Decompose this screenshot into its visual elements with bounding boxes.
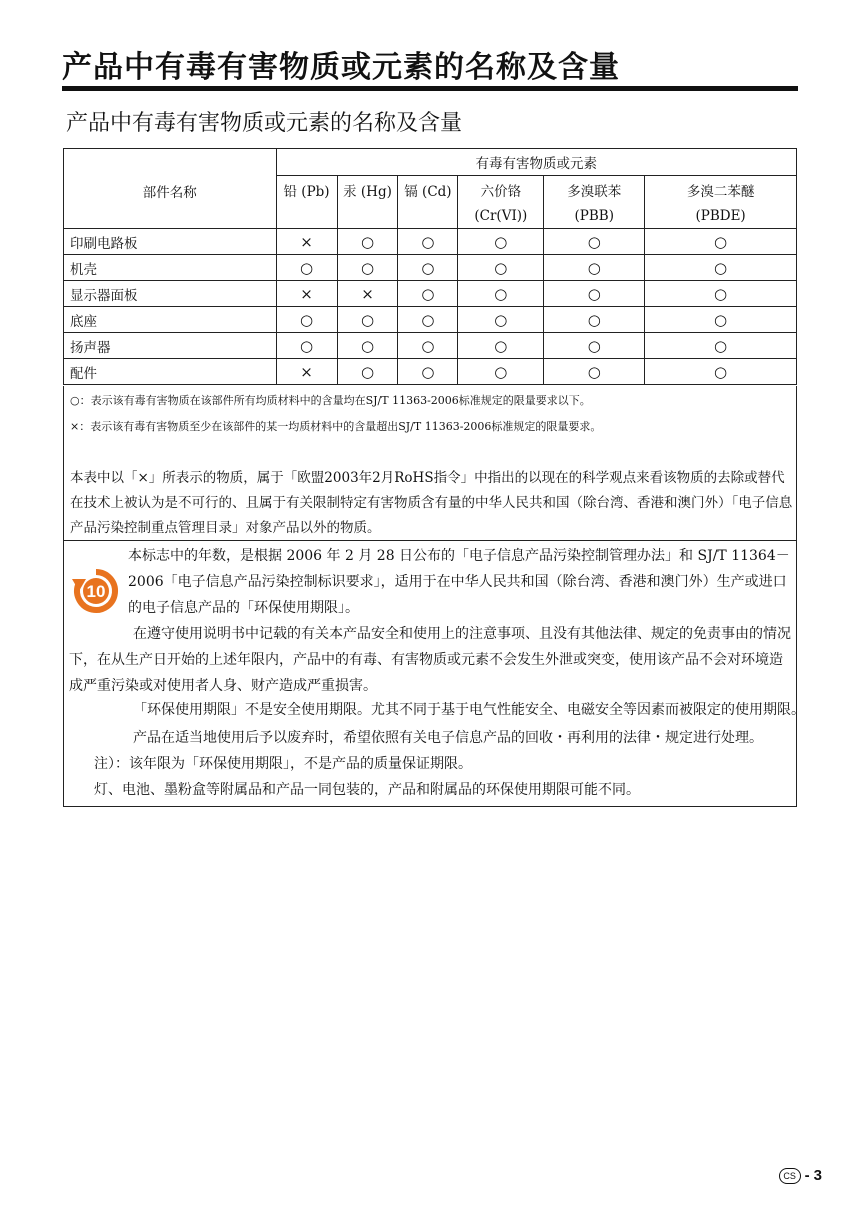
mark-cell: ○ xyxy=(337,359,398,385)
mark-cell: ○ xyxy=(398,333,458,359)
epup-paragraph: 产品在适当地使用后予以废弃时，希望依照有关电子信息产品的回收・再利用的法律・规定进行处理。 xyxy=(133,730,763,746)
epup-paragraph: 在遵守使用说明书中记载的有关本产品安全和使用上的注意事项、且没有其他法律、规定的免责事由的情况下，在从生产日开始的上述年限内，产品中的有毒、有害物质或元素不会发生外泄或突变，使用该产品不会对环境造成严重污染或对使用者人身、财产造成严重损害。 xyxy=(69,626,791,694)
epup-accessories-note: 灯、电池、墨粉盒等附属品和产品一同包装的，产品和附属品的环保使用期限可能不同。 xyxy=(94,782,640,798)
mark-cell: ○ xyxy=(337,229,398,255)
mark-cell: × xyxy=(337,281,398,307)
mark-cell: ○ xyxy=(645,307,797,333)
table-row xyxy=(64,307,797,333)
mark-cell: ○ xyxy=(645,281,797,307)
section-title: 产品中有毒有害物质或元素的名称及含量 xyxy=(66,111,463,136)
mark-cell: ○ xyxy=(458,255,544,281)
mark-cell: ○ xyxy=(458,229,544,255)
cs-language-icon: CS xyxy=(779,1168,801,1184)
epup-intro: 本标志中的年数，是根据 2006 年 2 月 28 日公布的「电子信息产品污染控制管理办法」和 SJ/T 11364－2006「电子信息产品污染控制标识要求」，适用于在中华人民共和国（除台湾、香港和澳门外）生产或进口的电子信息产品的「环保使用期限」。 xyxy=(128,548,790,616)
mark-cell: ○ xyxy=(544,229,645,255)
mark-cell: ○ xyxy=(645,359,797,385)
column-header: 多溴联苯 (PBB) xyxy=(544,176,645,229)
page-separator: - xyxy=(804,1167,810,1184)
mark-cell: ○ xyxy=(276,333,337,359)
mark-cell: ○ xyxy=(458,281,544,307)
mark-cell: ○ xyxy=(398,229,458,255)
part-name: 底座 xyxy=(64,307,277,333)
legend-circle-note: ○：表示该有毒有害物质在该部件所有均质材料中的含量均在SJ/T 11363-2006标准规定的限量要求以下。 xyxy=(70,394,591,407)
mark-cell: × xyxy=(276,281,337,307)
column-header: 镉 (Cd) xyxy=(398,176,458,229)
mark-cell: ○ xyxy=(544,281,645,307)
column-header: 多溴二苯醚 (PBDE) xyxy=(645,176,797,229)
mark-cell: ○ xyxy=(645,333,797,359)
page-title: 产品中有毒有害物质或元素的名称及含量 xyxy=(62,50,620,85)
mark-cell: ○ xyxy=(398,307,458,333)
epup-10-logo-icon xyxy=(70,566,122,616)
part-name: 扬声器 xyxy=(64,333,277,359)
table-notes xyxy=(63,386,797,541)
table-row xyxy=(64,255,797,281)
column-header: 铅 (Pb) xyxy=(276,176,337,229)
mark-cell: ○ xyxy=(458,359,544,385)
part-name: 印刷电路板 xyxy=(64,229,277,255)
mark-cell: ○ xyxy=(645,229,797,255)
epup-section xyxy=(63,540,805,807)
mark-cell: ○ xyxy=(458,333,544,359)
table-row xyxy=(64,281,797,307)
mark-cell: ○ xyxy=(276,255,337,281)
mark-cell: ○ xyxy=(544,333,645,359)
title-rule xyxy=(62,86,798,91)
part-name: 机壳 xyxy=(64,255,277,281)
mark-cell: ○ xyxy=(398,359,458,385)
table-row xyxy=(64,229,797,255)
epup-paragraph: 「环保使用期限」不是安全使用期限。尤其不同于基于电气性能安全、电磁安全等因素而被限定的使用期限。 xyxy=(133,702,805,718)
rohs-paragraph: 本表中以「×」所表示的物质，属于「欧盟2003年2月RoHS指令」中指出的以现在的科学观点来看该物质的去除或替代在技术上被认为是不可行的、且属于有关限制特定有害物质含有量的中华人民共和国（除台湾、香港和澳门外）「电子信息产品污染控制重点管理目录」对象产品以外的物质。 xyxy=(70,470,793,536)
substance-group-header: 有毒有害物质或元素 xyxy=(276,149,796,176)
mark-cell: ○ xyxy=(544,359,645,385)
page-footer xyxy=(779,1167,822,1184)
epup-logo-number: 10 xyxy=(86,582,106,601)
legend-cross-note: ×：表示该有毒有害物质至少在该部件的某一均质材料中的含量超出SJ/T 11363-2006标准规定的限量要求。 xyxy=(70,420,602,433)
mark-cell: ○ xyxy=(337,333,398,359)
epup-note: 注）：该年限为「环保使用期限」，不是产品的质量保证期限。 xyxy=(94,756,472,772)
table-row xyxy=(64,333,797,359)
mark-cell: ○ xyxy=(398,255,458,281)
substance-table xyxy=(63,148,797,385)
part-name: 配件 xyxy=(64,359,277,385)
column-header: 汞 (Hg) xyxy=(337,176,398,229)
mark-cell: ○ xyxy=(337,255,398,281)
mark-cell: × xyxy=(276,359,337,385)
mark-cell: ○ xyxy=(544,255,645,281)
mark-cell: ○ xyxy=(645,255,797,281)
part-name-header: 部件名称 xyxy=(64,149,277,229)
mark-cell: ○ xyxy=(398,281,458,307)
mark-cell: ○ xyxy=(337,307,398,333)
table-row xyxy=(64,359,797,385)
mark-cell: ○ xyxy=(544,307,645,333)
page-number: 3 xyxy=(813,1167,822,1184)
mark-cell: ○ xyxy=(276,307,337,333)
column-header: 六价铬 (Cr(VI)) xyxy=(458,176,544,229)
part-name: 显示器面板 xyxy=(64,281,277,307)
mark-cell: ○ xyxy=(458,307,544,333)
mark-cell: × xyxy=(276,229,337,255)
